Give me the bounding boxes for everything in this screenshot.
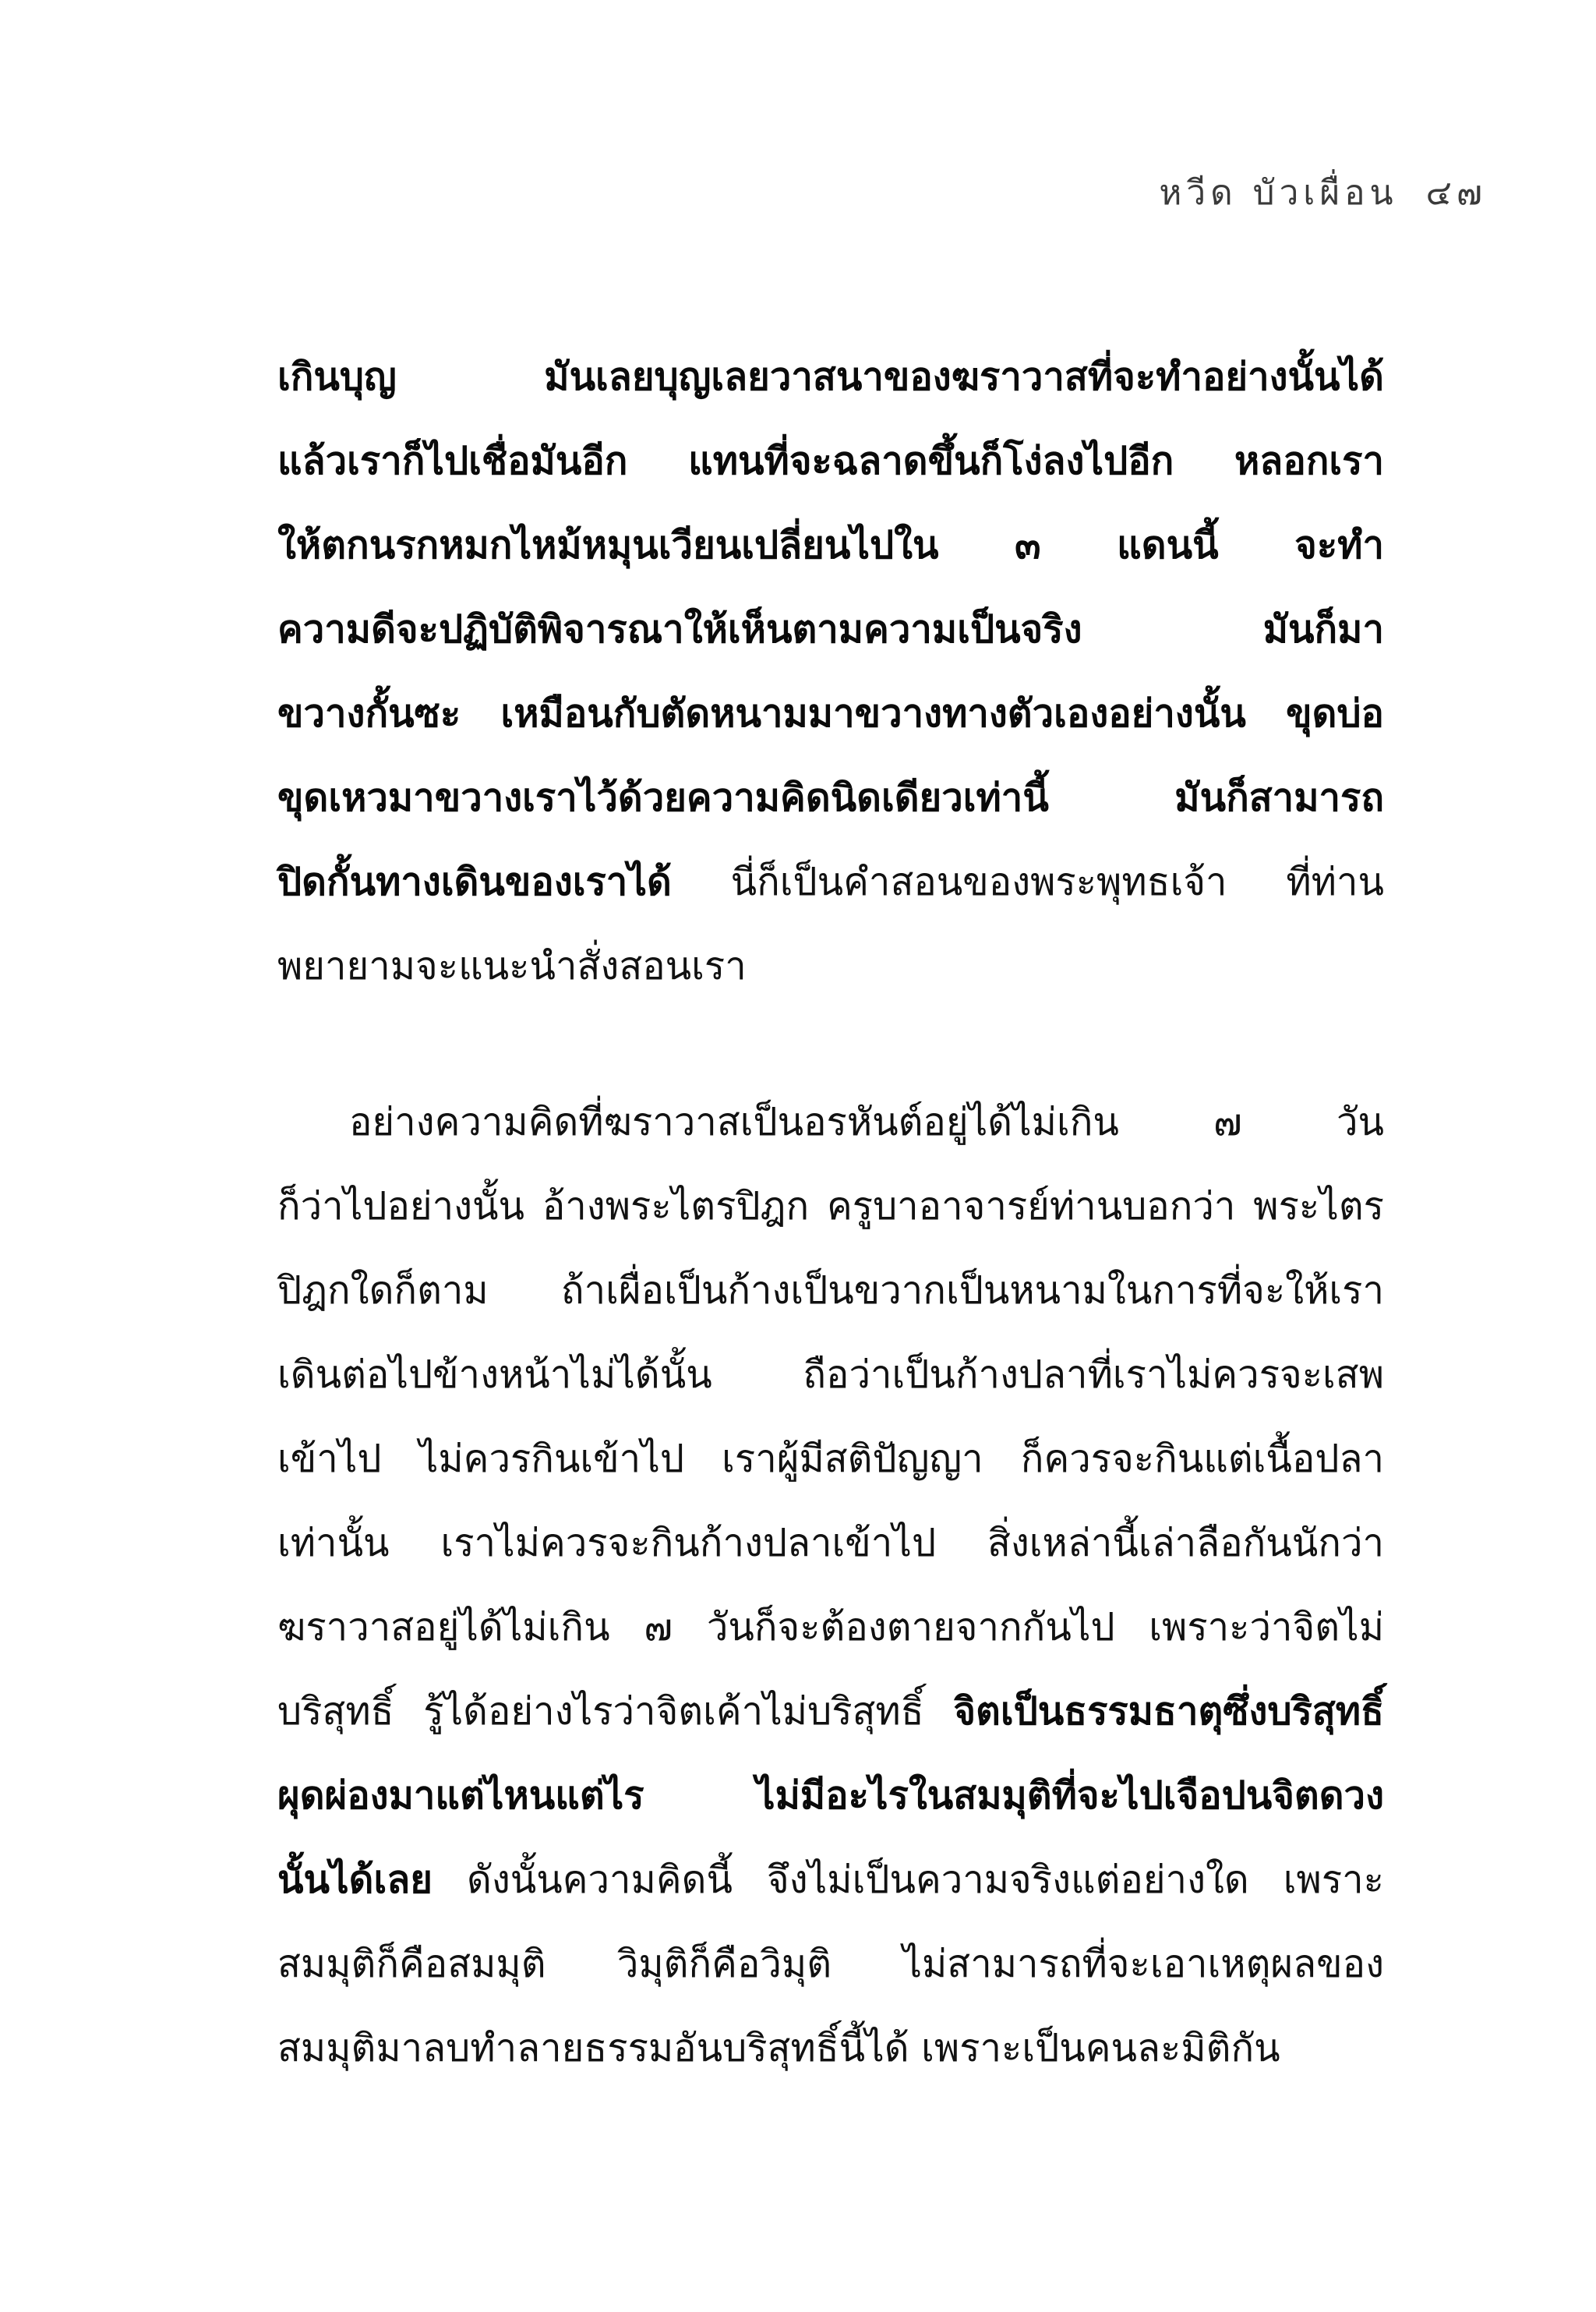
running-header-title: หวีด บัวเผื่อน — [1159, 173, 1398, 213]
body-text: ก็ว่าไปอย่างนั้น อ้างพระไตรปิฎก ครูบาอาจารย์ท่านบอกว่า พระไตร — [277, 1184, 1384, 1228]
body-text: นี่ก็เป็นคำสอนของพระพุทธเจ้า ที่ท่าน — [671, 860, 1384, 904]
page-number: ๔๗ — [1425, 173, 1487, 213]
text-line — [277, 1586, 1384, 1670]
text-line — [277, 672, 1384, 756]
text-line — [277, 840, 1384, 924]
bold-text: ความดีจะปฏิบัติพิจารณาให้เห็นตามความเป็นจริง มันก็มา — [277, 607, 1384, 652]
bold-text: ให้ตกนรกหมกไหม้หมุนเวียนเปลี่ยนไปใน ๓ แดนนี้ จะทำ — [277, 523, 1384, 567]
paragraph-1 — [277, 335, 1384, 1009]
body-text: เท่านั้น เราไม่ควรจะกินก้างปลาเข้าไป สิ่งเหล่านี้เล่าลือกันนักว่า — [277, 1521, 1384, 1565]
text-line — [277, 419, 1384, 504]
bold-text: นั้นได้เลย — [277, 1858, 433, 1902]
bold-text: เกินบุญ มันเลยบุญเลยวาสนาของฆราวาสที่จะทำอย่างนั้นได้ — [277, 355, 1384, 399]
bold-text: ขุดเหวมาขวางเราไว้ด้วยความคิดนิดเดียวเท่านี้ มันก็สามารถ — [277, 776, 1384, 820]
body-text: ดังนั้นความคิดนี้ จึงไม่เป็นความจริงแต่อย่างใด เพราะ — [432, 1858, 1384, 1902]
body-text: เดินต่อไปข้างหน้าไม่ได้นั้น ถือว่าเป็นก้างปลาที่เราไม่ควรจะเสพ — [277, 1352, 1384, 1397]
bold-text: แล้วเราก็ไปเชื่อมันอีก แทนที่จะฉลาดขึ้นก็โง่ลงไปอีก หลอกเรา — [277, 439, 1384, 483]
text-line — [277, 335, 1384, 419]
bold-text: จิตเป็นธรรมธาตุซึ่งบริสุทธิ์ — [953, 1689, 1384, 1734]
bold-text: ผุดผ่องมาแต่ไหนแต่ไร ไม่มีอะไรในสมมุติที่จะไปเจือปนจิตดวง — [277, 1773, 1384, 1818]
text-line — [277, 588, 1384, 672]
text-line — [277, 1165, 1384, 1249]
body-text: ปิฎกใดก็ตาม ถ้าเผื่อเป็นก้างเป็นขวากเป็นหนามในการที่จะให้เรา — [277, 1268, 1384, 1313]
body-text: พยายามจะแนะนำสั่งสอนเรา — [277, 944, 747, 988]
body-text: บริสุทธิ์ รู้ได้อย่างไรว่าจิตเค้าไม่บริสุทธิ์ — [277, 1689, 954, 1734]
text-line — [277, 756, 1384, 840]
text-line — [277, 2006, 1384, 2091]
body-text: สมมุติมาลบทำลายธรรมอันบริสุทธิ์นี้ได้ เพราะเป็นคนละมิติกัน — [277, 2026, 1280, 2070]
running-header — [1159, 165, 1487, 220]
text-line — [277, 1922, 1384, 2006]
body-text: เข้าไป ไม่ควรกินเข้าไป เราผู้มีสติปัญญา ก็ควรจะกินแต่เนื้อปลา — [277, 1437, 1384, 1481]
paragraph-2 — [277, 1080, 1384, 2091]
text-line — [277, 1754, 1384, 1838]
text-line — [277, 924, 1384, 1009]
page-body — [277, 335, 1384, 2091]
text-line — [277, 1670, 1384, 1754]
text-line — [277, 504, 1384, 588]
text-line — [277, 1417, 1384, 1501]
body-text: ฆราวาสอยู่ได้ไม่เกิน ๗ วันก็จะต้องตายจากกันไป เพราะว่าจิตไม่ — [277, 1605, 1384, 1649]
text-line — [277, 1249, 1384, 1333]
bold-text: ปิดกั้นทางเดินของเราได้ — [277, 860, 672, 904]
text-line — [277, 1333, 1384, 1417]
body-text: สมมุติก็คือสมมุติ วิมุติก็คือวิมุติ ไม่สามารถที่จะเอาเหตุผลของ — [277, 1942, 1384, 1986]
text-line — [277, 1080, 1384, 1165]
text-line — [277, 1838, 1384, 1922]
bold-text: ขวางกั้นซะ เหมือนกับตัดหนามมาขวางทางตัวเองอย่างนั้น ขุดบ่อ — [277, 691, 1384, 736]
text-line — [277, 1501, 1384, 1586]
body-text: อย่างความคิดที่ฆราวาสเป็นอรหันต์อยู่ได้ไม่เกิน ๗ วัน — [349, 1100, 1384, 1144]
